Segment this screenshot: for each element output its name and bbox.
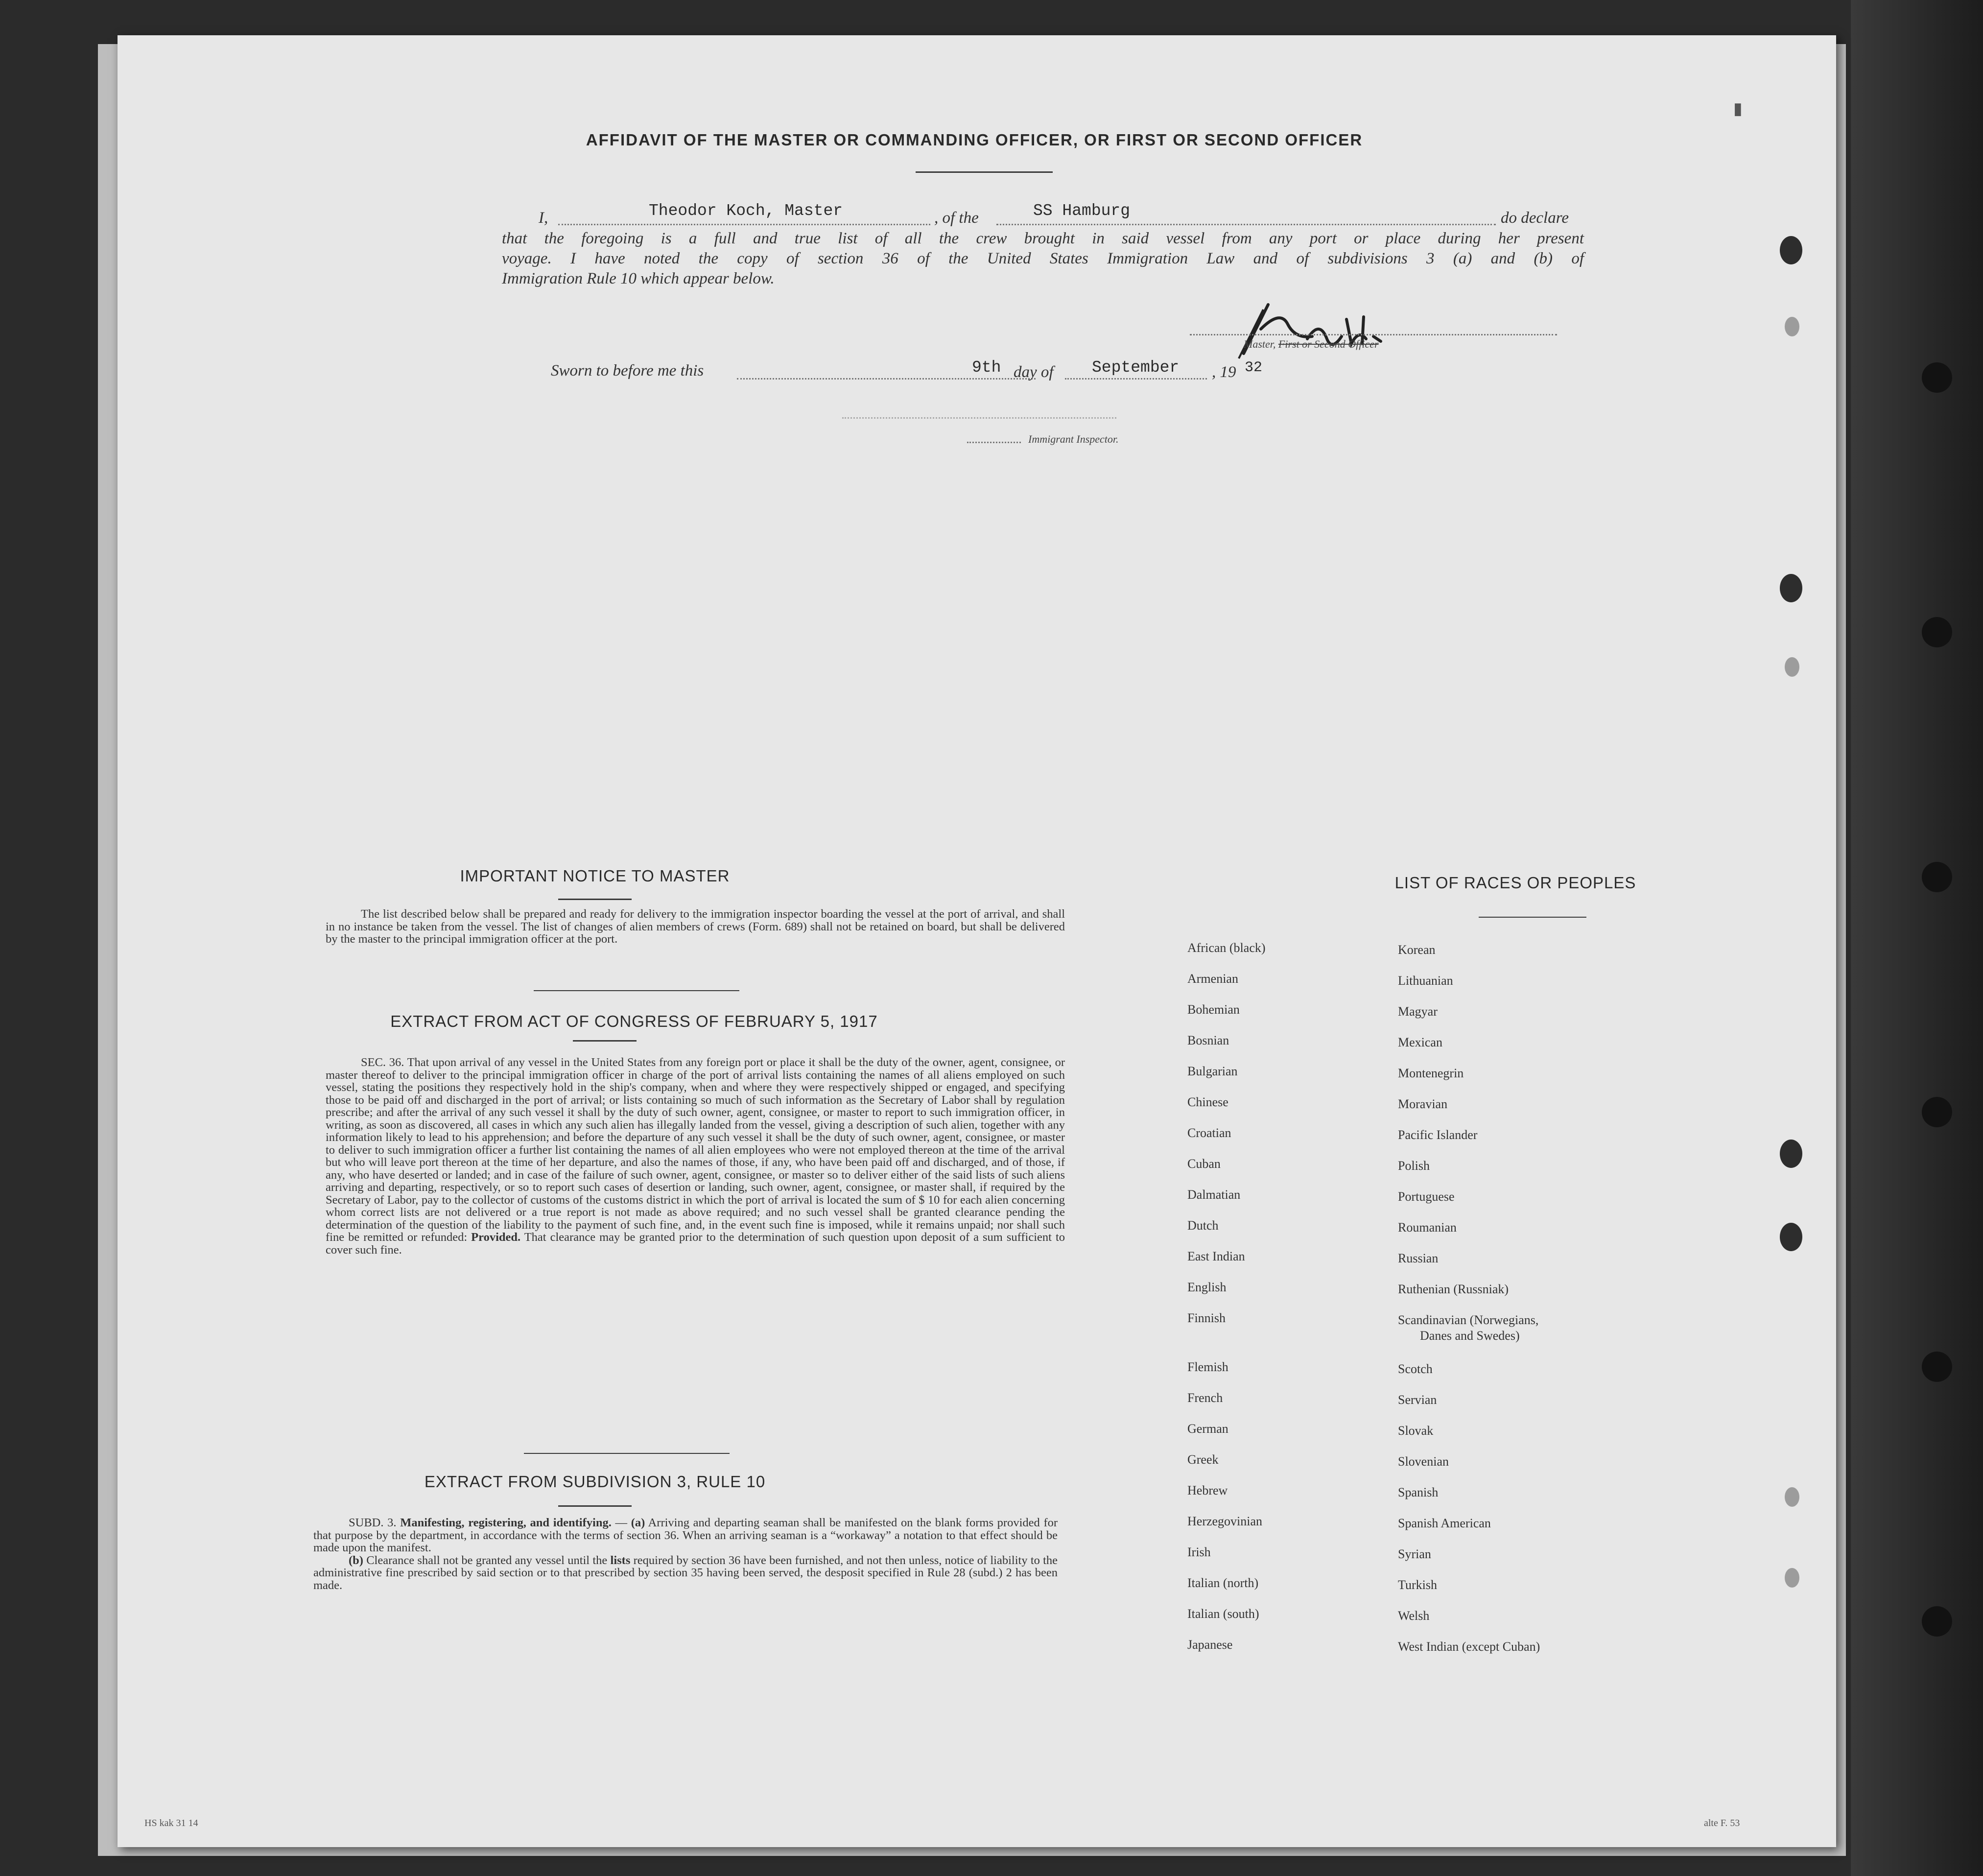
race-item: Ruthenian (Russniak) <box>1398 1282 1509 1296</box>
notice-title: IMPORTANT NOTICE TO MASTER <box>460 867 730 885</box>
race-item: Servian <box>1398 1393 1437 1407</box>
race-item: Russian <box>1398 1251 1439 1265</box>
title-divider <box>916 171 1053 173</box>
clause-b-text: Clearance shall not be granted any vessel until the <box>366 1553 608 1567</box>
name-line <box>558 224 930 225</box>
race-item: Roumanian <box>1398 1220 1457 1235</box>
sworn-label: Sworn to before me this <box>551 362 704 380</box>
page-mark: ▮ <box>1733 99 1743 118</box>
notice-rule <box>534 990 739 991</box>
day-of-label: day of <box>1014 363 1054 381</box>
act-text: SEC. 36. That upon arrival of any vessel in the United States from any foreign port or place it shall be the duty of the owner, agent, consignee, or master thereof to deliver to the principal immigration officer in charge of the port of arrival lists containing the names of all aliens employed on such vessel, stating the positions they respectively hold in the ship's company, when and where they were respectively shipped or engaged, and specifying those to be paid off and discharged in the port of arrival; or lists containing so much of such information as the Secretary of Labor shall by regulation prescribe; and after the arrival of any such vessel it shall by the duty of such owner, agent, consignee, or master to report to such immigration officer, in writing, as soon as discovered, all cases in which any such alien has illegally landed from the vessel, giving a description of such alien, together with any information likely to lead to his apprehension; and before the departure of any such vessel it shall be the duty of such owner, agent, consignee, or master to deliver to such immigration officer a further list containing the names of all alien employees who were not employed thereon at the time of the arrival but who will leave port thereon at the time of her departure, and also the names of those, if any, who have been paid off and discharged, and of those, if any, who have deserted or landed; and in case of the failure of such owner, agent, consignee, or master so to deliver either of the said lists of such aliens arriving and departing, respectively, or so to report such cases of desertion or landing, such owner, agent, consignee, or master shall, if required by the Secretary of Labor, pay to the collector of customs of the customs district in which the port of arrival is located the sum of $ 10 for each alien concerning whom correct lists are not delivered or a true report is not made as above required; and no such vessel shall be granted clearance pending the determination of the question of the liability to the payment of such fine, and, in the event such fine is imposed, while it remains unpaid; nor shall such fine be remitted or refunded: <box>326 1056 1065 1244</box>
scanner-edge <box>1851 0 1983 1876</box>
race-item: Irish <box>1187 1545 1211 1559</box>
day-value: 9th <box>972 358 1001 377</box>
race-item: Flemish <box>1187 1360 1228 1374</box>
master-name: Theodor Koch, Master <box>649 202 843 220</box>
race-item: Greek <box>1187 1452 1219 1467</box>
master-title: Master, <box>1244 338 1276 350</box>
year-suffix: 32 <box>1245 359 1263 376</box>
clause-a-label: (a) <box>631 1516 645 1529</box>
inspector-label: Immigrant Inspector. <box>1028 433 1119 445</box>
month-value: September <box>1092 358 1180 377</box>
binder-hole <box>1922 1352 1952 1382</box>
signature-line <box>1190 334 1557 335</box>
race-item: Danes and Swedes) <box>1420 1329 1520 1343</box>
signature-caption <box>1244 338 1379 351</box>
race-item: West Indian (except Cuban) <box>1398 1639 1540 1654</box>
year-prefix: , 19 <box>1212 363 1236 381</box>
race-item: Scotch <box>1398 1362 1433 1376</box>
inspector-signature-line <box>842 417 1116 419</box>
race-item: Slovenian <box>1398 1454 1449 1469</box>
struck-title: First or Second Officer <box>1278 338 1379 350</box>
race-item: Magyar <box>1398 1004 1438 1019</box>
rule-extract-body <box>313 1517 1058 1591</box>
punch-hole <box>1785 1568 1799 1588</box>
race-item: Lithuanian <box>1398 974 1453 988</box>
race-item: Dutch <box>1187 1218 1219 1233</box>
race-item: English <box>1187 1280 1227 1294</box>
vessel-name: SS Hamburg <box>1033 202 1131 220</box>
provided-label: Provided. <box>471 1231 521 1244</box>
affidavit-title: AFFIDAVIT OF THE MASTER OR COMMANDING OFFICER, OR FIRST OR SECOND OFFICER <box>586 131 1363 149</box>
vessel-line <box>996 224 1496 225</box>
act-text-end: That clearance may be granted prior to the determination of such question upon deposit of a sum sufficient to cover such fine. <box>326 1231 1065 1257</box>
of-the-label: , of the <box>934 209 979 227</box>
races-title: LIST OF RACES OR PEOPLES <box>1394 874 1636 892</box>
punch-hole <box>1785 317 1799 336</box>
act-extract-title: EXTRACT FROM ACT OF CONGRESS OF FEBRUARY 5, 1917 <box>390 1012 878 1030</box>
race-item: Mexican <box>1398 1035 1442 1049</box>
race-item: Welsh <box>1398 1609 1430 1623</box>
race-item: Cuban <box>1187 1157 1221 1171</box>
day-line <box>737 378 1036 380</box>
binder-hole <box>1922 362 1952 393</box>
footer-form-code: HS kak 31 14 <box>144 1818 198 1829</box>
act-extract-body <box>326 1056 1065 1256</box>
act-divider <box>573 1040 637 1042</box>
race-item: Hebrew <box>1187 1483 1228 1497</box>
race-item: Scandinavian (Norwegians, <box>1398 1313 1539 1327</box>
race-item: Portuguese <box>1398 1189 1455 1204</box>
master-signature <box>1234 290 1391 363</box>
race-item: Polish <box>1398 1159 1430 1173</box>
clause-b-text-end: required by section 36 have been furnished, and not then unless, notice of liability to the administrative fine prescribed by said section or to that prescribed by section 35 having been served, the desposit specified in Rule 28 (subd.) 2 has been made. <box>313 1553 1058 1592</box>
race-item: Japanese <box>1187 1638 1233 1652</box>
race-item: Syrian <box>1398 1547 1431 1561</box>
declaration-line: that the foregoing is a full and true list of all the crew brought in said vessel from any port or place during her present <box>502 230 1584 247</box>
race-item: Herzegovinian <box>1187 1514 1263 1528</box>
race-item: East Indian <box>1187 1249 1245 1263</box>
race-item: Armenian <box>1187 972 1238 986</box>
race-item: Bohemian <box>1187 1002 1240 1017</box>
subd-heading: Manifesting, registering, and identifying. <box>400 1516 612 1529</box>
binder-hole <box>1922 1097 1952 1127</box>
race-item: Slovak <box>1398 1424 1434 1438</box>
race-item: Pacific Islander <box>1398 1128 1478 1142</box>
declaration-line: Immigration Rule 10 which appear below. <box>502 270 775 287</box>
clause-b-label: (b) <box>349 1553 363 1567</box>
race-item: Spanish American <box>1398 1516 1491 1530</box>
punch-hole <box>1785 657 1799 677</box>
clause-b-lists: lists <box>610 1553 631 1567</box>
punch-hole <box>1785 1487 1799 1507</box>
race-item: Dalmatian <box>1187 1187 1241 1202</box>
punch-hole <box>1780 574 1802 602</box>
punch-hole <box>1780 1140 1802 1168</box>
race-item: Bulgarian <box>1187 1064 1238 1078</box>
race-item: Moravian <box>1398 1097 1448 1111</box>
punch-hole <box>1780 1223 1802 1251</box>
notice-text: The list described below shall be prepared and ready for delivery to the immigration inspector boarding the vessel at the port of arrival, and shall in no instance be taken from the vessel. The list of changes of alien members of crews (Form. 689) shall not be retained on board, but shall be delivered by the master to the principal immigration officer at the port. <box>326 907 1065 946</box>
race-item: Spanish <box>1398 1485 1439 1499</box>
races-divider <box>1479 917 1586 918</box>
race-item: Croatian <box>1187 1126 1231 1140</box>
act-rule <box>524 1453 730 1454</box>
notice-body <box>326 908 1065 946</box>
declaration-line: voyage. I have noted the copy of section 36 of the United States Immigration Law and of subdivisions 3 (a) and (b) of <box>502 250 1584 267</box>
binder-hole <box>1922 862 1952 892</box>
clause-a-text: Arriving and departing seaman shall be manifested on the blank forms provided for that purpose by the department, in accordance with the terms of section 36. When an arriving seaman is a “workaway” a notation to that effect should be made upon the manifest. <box>313 1516 1058 1554</box>
race-item: Chinese <box>1187 1095 1228 1109</box>
rule-divider <box>558 1505 632 1507</box>
race-item: Korean <box>1398 943 1436 957</box>
race-item: Bosnian <box>1187 1033 1229 1047</box>
race-item: Turkish <box>1398 1578 1437 1592</box>
declarant-label: I, <box>539 209 548 227</box>
race-item: Italian (south) <box>1187 1607 1259 1621</box>
punch-hole <box>1780 236 1802 264</box>
subd-label: SUBD. 3. <box>349 1516 397 1529</box>
footer-form-number: alte F. 53 <box>1704 1818 1740 1829</box>
month-line <box>1065 378 1207 380</box>
do-declare-label: do declare <box>1501 209 1569 227</box>
inspector-line <box>967 442 1021 443</box>
race-item: Finnish <box>1187 1311 1226 1325</box>
rule-extract-title: EXTRACT FROM SUBDIVISION 3, RULE 10 <box>424 1472 766 1491</box>
race-item: Italian (north) <box>1187 1576 1259 1590</box>
race-item: French <box>1187 1391 1223 1405</box>
subd-dash: — <box>611 1516 631 1529</box>
document-page <box>118 35 1836 1847</box>
race-item: African (black) <box>1187 941 1266 955</box>
race-item: German <box>1187 1422 1228 1436</box>
race-item: Montenegrin <box>1398 1066 1464 1080</box>
binder-hole <box>1922 617 1952 647</box>
notice-divider <box>558 899 632 900</box>
binder-hole <box>1922 1606 1952 1637</box>
